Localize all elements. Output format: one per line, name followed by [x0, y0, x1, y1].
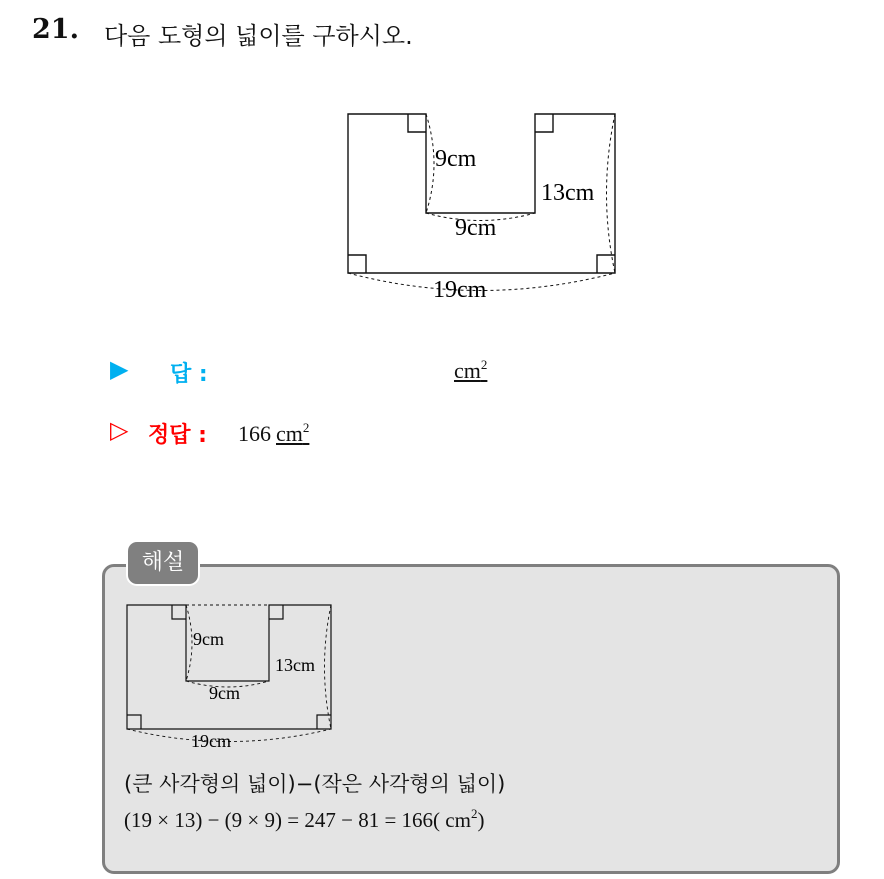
solution-value: 166 [238, 421, 271, 446]
exp-label-inner-width: 9cm [209, 683, 240, 703]
answer-row [110, 355, 560, 389]
explanation-tab: 해설 [128, 542, 198, 584]
explanation-line-1: (큰 사각형의 넓이)−(작은 사각형의 넓이) [124, 772, 506, 796]
answer-label: 답 : [170, 362, 208, 387]
figure-u-shape [330, 100, 630, 310]
label-height: 13cm [541, 180, 595, 206]
solution-marker-icon: ▷ [110, 416, 129, 444]
label-inner-height: 9cm [435, 146, 477, 172]
answer-marker-icon: ▶ [110, 355, 129, 383]
question-number: 21. [32, 14, 79, 45]
exp-label-inner-height: 9cm [193, 629, 224, 649]
solution-label: 정답 : [148, 423, 207, 448]
exp-label-height: 13cm [275, 655, 315, 675]
explanation-line-2: (19 × 13) − (9 × 9) = 247 − 81 = 166( $cm^2$) [124, 806, 485, 832]
label-width: 19cm [433, 277, 487, 303]
answer-unit: $cm^2$ [454, 357, 488, 383]
explanation-figure [118, 596, 346, 756]
solution-unit: $cm^2$ [276, 420, 310, 446]
label-inner-width: 9cm [455, 215, 497, 241]
exp-label-width: 19cm [191, 731, 231, 751]
solution-row [110, 416, 560, 450]
question-text: 다음 도형의 넓이를 구하시오. [104, 22, 413, 50]
